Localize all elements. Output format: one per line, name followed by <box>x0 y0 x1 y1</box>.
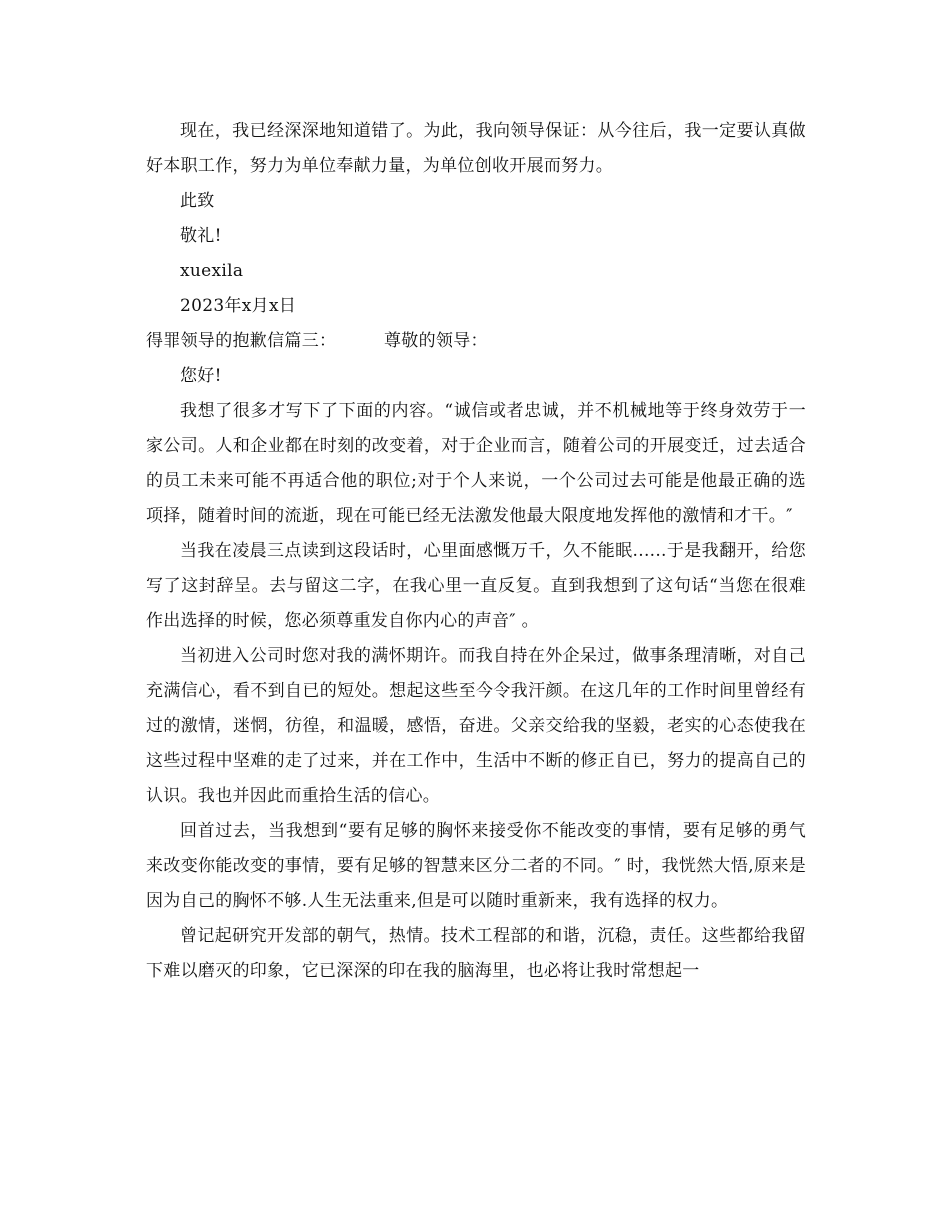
paragraph-commitment: 现在，我已经深深地知道错了。为此，我向领导保证：从今往后，我一定要认真做好本职工作，努力为单位奉献力量，为单位创收开展而努力。 <box>146 121 806 176</box>
document-body <box>146 114 806 989</box>
paragraph-night-reading: 当我在凌晨三点读到这段话时，心里面感慨万千，久不能眠......于是我翻开，给您写了这封辞呈。去与留这二字，在我心里一直反复。直到我想到了这句话“当您在很难作出选择的时候，您必须尊重发自你内心的声音″ 。 <box>146 541 806 631</box>
signature: xuexila <box>180 261 244 281</box>
closing-salutation-1: 此致 <box>180 191 215 211</box>
paragraph-quote: 我想了很多才写下了下面的内容。“诚信或者忠诚，并不机械地等于终身效劳于一家公司。人和企业都在时刻的改变着，对于企业而言，随着公司的开展变迁，过去适合的员工未来可能不再适合他的职位;对于个人来说，一个公司过去可能是他最正确的选项择，随着时间的流逝，现在可能已经无法激发他最大限度地发挥他的激情和才干。″ <box>146 401 806 526</box>
closing-salutation-2: 敬礼! <box>180 226 222 246</box>
paragraph-memories: 曾记起研究开发部的朝气，热情。技术工程部的和谐，沉稳，责任。这些都给我留下难以磨灭的印象，它已深深的印在我的脑海里，也必将让我时常想起一 <box>146 926 806 981</box>
paragraph-looking-back: 回首过去，当我想到“要有足够的胸怀来接受你不能改变的事情，要有足够的勇气来改变你能改变的事情，要有足够的智慧来区分二者的不同。″ 时，我恍然大悟,原来是因为自己的胸怀不够.人生无法重来,但是可以随时重新来，我有选择的权力。 <box>146 821 806 911</box>
letter-date: 2023年x月x日 <box>180 296 297 316</box>
paragraph-joining-company: 当初进入公司时您对我的满怀期许。而我自持在外企呆过，做事条理清晰，对自己充满信心，看不到自已的短处。想起这些至今令我汗颜。在这几年的工作时间里曾经有过的激情，迷惘，彷徨，和温暖，感悟，奋进。父亲交给我的坚毅，老实的心态使我在这些过程中坚难的走了过来，并在工作中，生活中不断的修正自已，努力的提高自己的认识。我也并因此而重拾生活的信心。 <box>146 646 806 806</box>
letter-addressee: 尊敬的领导： <box>384 331 488 351</box>
letter-greeting: 您好! <box>180 366 222 386</box>
section-heading-row <box>146 324 806 359</box>
section-title: 得罪领导的抱歉信篇三： <box>146 331 337 351</box>
